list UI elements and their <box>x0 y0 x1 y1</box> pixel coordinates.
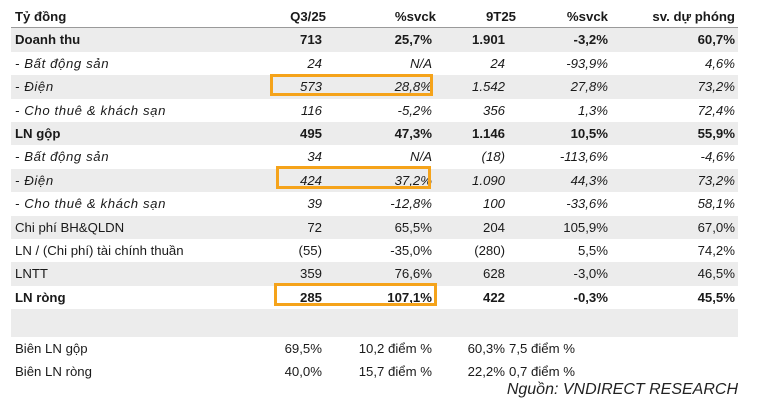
table-row <box>11 286 738 309</box>
table-row <box>11 145 738 168</box>
row-label: - Điện <box>15 79 54 95</box>
cell-yoy-ytd: -3,0% <box>573 266 608 282</box>
cell-yoy-ytd: 27,8% <box>570 79 608 95</box>
table-row <box>11 75 738 98</box>
margin-change-ytd: 0,7 điểm % <box>509 364 575 380</box>
row-label: - Cho thuê & khách sạn <box>15 196 167 212</box>
cell-vs-forecast: 4,6% <box>704 55 735 71</box>
cell-yoy-q: -5,2% <box>397 102 432 118</box>
cell-yoy-ytd: 5,5% <box>577 242 608 258</box>
cell-vs-forecast: 73,2% <box>697 79 735 95</box>
cell-vs-forecast: 55,9% <box>697 125 735 141</box>
cell-yoy-q: N/A <box>410 149 432 165</box>
table-row <box>11 216 738 239</box>
cell-vs-forecast: 46,5% <box>697 266 735 282</box>
cell-yoy-q: -12,8% <box>390 196 432 212</box>
header-yoy-ytd: %svck <box>566 9 608 24</box>
cell-q325: 573 <box>299 79 322 95</box>
cell-9t25: 24 <box>490 55 505 71</box>
cell-yoy-q: 107,1% <box>387 289 432 305</box>
cell-yoy-q: N/A <box>410 55 432 71</box>
table-row <box>11 28 738 51</box>
margin-q325: 69,5% <box>284 341 322 357</box>
cell-yoy-q: 25,7% <box>394 32 432 48</box>
cell-q325: 359 <box>299 266 322 282</box>
cell-9t25: 100 <box>482 196 505 212</box>
cell-9t25: (280) <box>474 242 505 258</box>
cell-yoy-ytd: 1,3% <box>577 102 608 118</box>
row-label: LN gộp <box>15 125 61 141</box>
margin-change-q: 10,2 điểm % <box>358 341 432 357</box>
header-vs-forecast: sv. dự phóng <box>652 9 735 24</box>
row-label: LN / (Chi phí) tài chính thuần <box>15 242 184 258</box>
cell-q325: 39 <box>307 196 322 212</box>
cell-q325: 72 <box>307 219 322 235</box>
cell-vs-forecast: 58,1% <box>697 196 735 212</box>
margin-label: Biên LN ròng <box>15 364 92 380</box>
table-row <box>11 99 738 122</box>
spacer-row <box>11 309 738 337</box>
results-table <box>11 5 738 384</box>
cell-q325: 24 <box>307 55 322 71</box>
table-row <box>11 192 738 215</box>
cell-yoy-q: 76,6% <box>394 266 432 282</box>
header-yoy-q: %svck <box>394 9 436 24</box>
row-label: - Cho thuê & khách sạn <box>15 102 167 118</box>
cell-q325: 424 <box>299 172 322 188</box>
cell-q325: 285 <box>299 289 322 305</box>
cell-yoy-ytd: -33,6% <box>566 196 608 212</box>
cell-vs-forecast: -4,6% <box>700 149 735 165</box>
cell-yoy-q: 37,2% <box>394 172 432 188</box>
cell-yoy-ytd: -3,2% <box>573 32 608 48</box>
cell-vs-forecast: 72,4% <box>697 102 735 118</box>
cell-9t25: 1.901 <box>471 32 505 48</box>
table-row <box>11 262 738 285</box>
table-row <box>11 122 738 145</box>
cell-yoy-ytd: 10,5% <box>570 125 608 141</box>
cell-yoy-ytd: -93,9% <box>566 55 608 71</box>
cell-vs-forecast: 67,0% <box>697 219 735 235</box>
margin-9t25: 22,2% <box>467 364 505 380</box>
cell-yoy-ytd: 105,9% <box>563 219 608 235</box>
cell-yoy-q: 65,5% <box>394 219 432 235</box>
margin-9t25: 60,3% <box>467 341 505 357</box>
table-header <box>11 5 738 28</box>
cell-9t25: 356 <box>482 102 505 118</box>
margin-label: Biên LN gộp <box>15 341 88 357</box>
header-q325: Q3/25 <box>290 9 326 24</box>
row-label: LNTT <box>15 266 48 282</box>
cell-vs-forecast: 74,2% <box>697 242 735 258</box>
cell-yoy-q: 47,3% <box>394 125 432 141</box>
cell-q325: 116 <box>300 102 322 118</box>
cell-vs-forecast: 73,2% <box>697 172 735 188</box>
cell-9t25: 1.090 <box>471 172 505 188</box>
cell-q325: 713 <box>299 32 322 48</box>
table-row <box>11 52 738 75</box>
margin-q325: 40,0% <box>284 364 322 380</box>
table-row <box>11 169 738 192</box>
cell-9t25: 1.146 <box>471 125 505 141</box>
cell-vs-forecast: 45,5% <box>697 289 735 305</box>
margin-change-ytd: 7,5 điểm % <box>509 341 575 357</box>
cell-9t25: 628 <box>482 266 505 282</box>
row-label: - Điện <box>15 172 54 188</box>
cell-9t25: 422 <box>482 289 505 305</box>
cell-yoy-q: 28,8% <box>394 79 432 95</box>
cell-9t25: (18) <box>481 149 505 165</box>
source-note: Nguồn: VNDIRECT RESEARCH <box>506 381 738 398</box>
cell-q325: 34 <box>307 149 322 165</box>
cell-yoy-q: -35,0% <box>390 242 432 258</box>
margin-change-q: 15,7 điểm % <box>358 364 432 380</box>
row-label: - Bất động sản <box>15 55 110 71</box>
cell-yoy-ytd: -0,3% <box>573 289 608 305</box>
cell-9t25: 1.542 <box>471 79 505 95</box>
table-row <box>11 239 738 262</box>
row-label: LN ròng <box>15 289 66 305</box>
header-9t25: 9T25 <box>485 9 516 24</box>
header-unit: Tỷ đồng <box>15 9 67 24</box>
cell-yoy-ytd: -113,6% <box>559 149 608 165</box>
cell-yoy-ytd: 44,3% <box>570 172 608 188</box>
cell-q325: (55) <box>298 242 322 258</box>
cell-9t25: 204 <box>482 219 505 235</box>
row-label: Doanh thu <box>15 32 81 48</box>
margin-row <box>11 337 738 360</box>
row-label: Chi phí BH&QLDN <box>15 219 125 235</box>
row-label: - Bất động sản <box>15 149 110 165</box>
cell-vs-forecast: 60,7% <box>697 32 735 48</box>
cell-q325: 495 <box>299 125 322 141</box>
